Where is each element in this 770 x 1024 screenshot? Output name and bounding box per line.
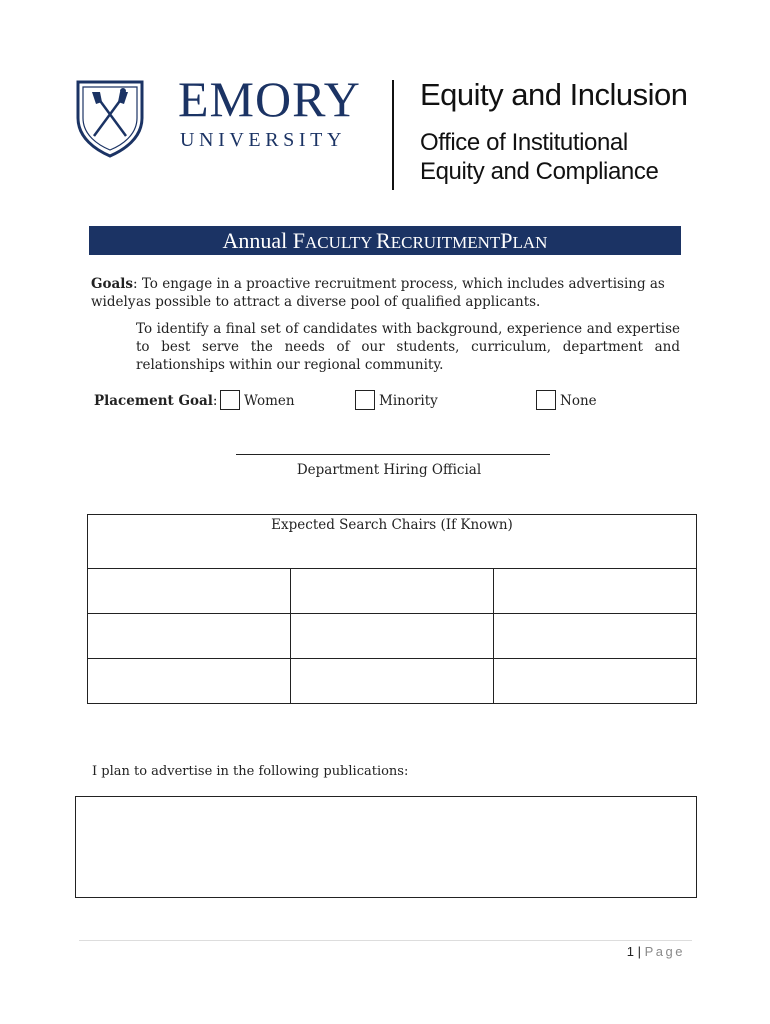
goals-line2: as possible to attract a diverse pool of qualified applicants. xyxy=(136,294,541,310)
publications-label: I plan to advertise in the following publications: xyxy=(92,764,409,779)
search-chairs-header: Expected Search Chairs (If Known) xyxy=(271,517,513,533)
chair-cell[interactable] xyxy=(291,614,492,657)
footer-divider xyxy=(79,940,692,941)
page-separator: | xyxy=(634,944,645,959)
office-subtitle-line2: Equity and Compliance xyxy=(420,158,659,185)
banner-text-b: F xyxy=(292,228,306,253)
page-word: Page xyxy=(644,944,685,959)
checkbox-women-label: Women xyxy=(244,393,295,409)
office-subtitle-line1: Office of Institutional xyxy=(420,129,628,156)
signature-label: Department Hiring Official xyxy=(296,462,482,478)
chair-cell[interactable] xyxy=(88,569,289,612)
chair-cell[interactable] xyxy=(291,659,492,703)
banner-text-a: Annual xyxy=(222,228,293,253)
banner-text-g: LAN xyxy=(512,233,548,252)
emory-shield-logo xyxy=(74,78,146,158)
chair-cell[interactable] xyxy=(494,614,696,657)
checkbox-none[interactable] xyxy=(536,390,556,410)
emory-wordmark: EMORY xyxy=(178,71,361,127)
chair-cell[interactable] xyxy=(494,569,696,612)
header-divider xyxy=(392,80,394,190)
banner-text-d: R xyxy=(376,228,391,253)
signature-line[interactable] xyxy=(236,454,550,455)
banner-text-c: ACULTY xyxy=(305,233,377,252)
chair-cell[interactable] xyxy=(291,569,492,612)
page-number-value: 1 xyxy=(626,944,635,959)
university-wordmark: UNIVERSITY xyxy=(180,129,346,151)
office-title: Equity and Inclusion xyxy=(420,77,688,112)
goals-text1: : To engage in a proactive recruitment process, which includes advertising as widely xyxy=(91,276,665,310)
document-title-banner xyxy=(89,226,681,255)
publications-text-box[interactable] xyxy=(75,796,697,898)
placement-goal-label-text: Placement Goal xyxy=(94,393,213,409)
page-number xyxy=(560,944,685,959)
placement-goal-colon: : xyxy=(212,393,218,409)
chair-cell[interactable] xyxy=(494,659,696,703)
office-subtitle xyxy=(420,128,658,186)
chair-cell[interactable] xyxy=(88,614,289,657)
banner-text-e: ECRUITMENT xyxy=(390,233,501,252)
chair-cell[interactable] xyxy=(88,659,289,703)
goals-label: Goals xyxy=(91,276,134,292)
checkbox-women[interactable] xyxy=(220,390,240,410)
checkbox-minority[interactable] xyxy=(355,390,375,410)
checkbox-none-label: None xyxy=(560,393,597,409)
banner-text-f: P xyxy=(500,228,513,253)
placement-goal-label xyxy=(94,393,217,409)
checkbox-minority-label: Minority xyxy=(379,393,438,409)
goals-paragraph2: To identify a final set of candidates with background, experience and expertise to best serve the needs of our students, curriculum, department and relationships within our regional community. xyxy=(136,321,680,373)
